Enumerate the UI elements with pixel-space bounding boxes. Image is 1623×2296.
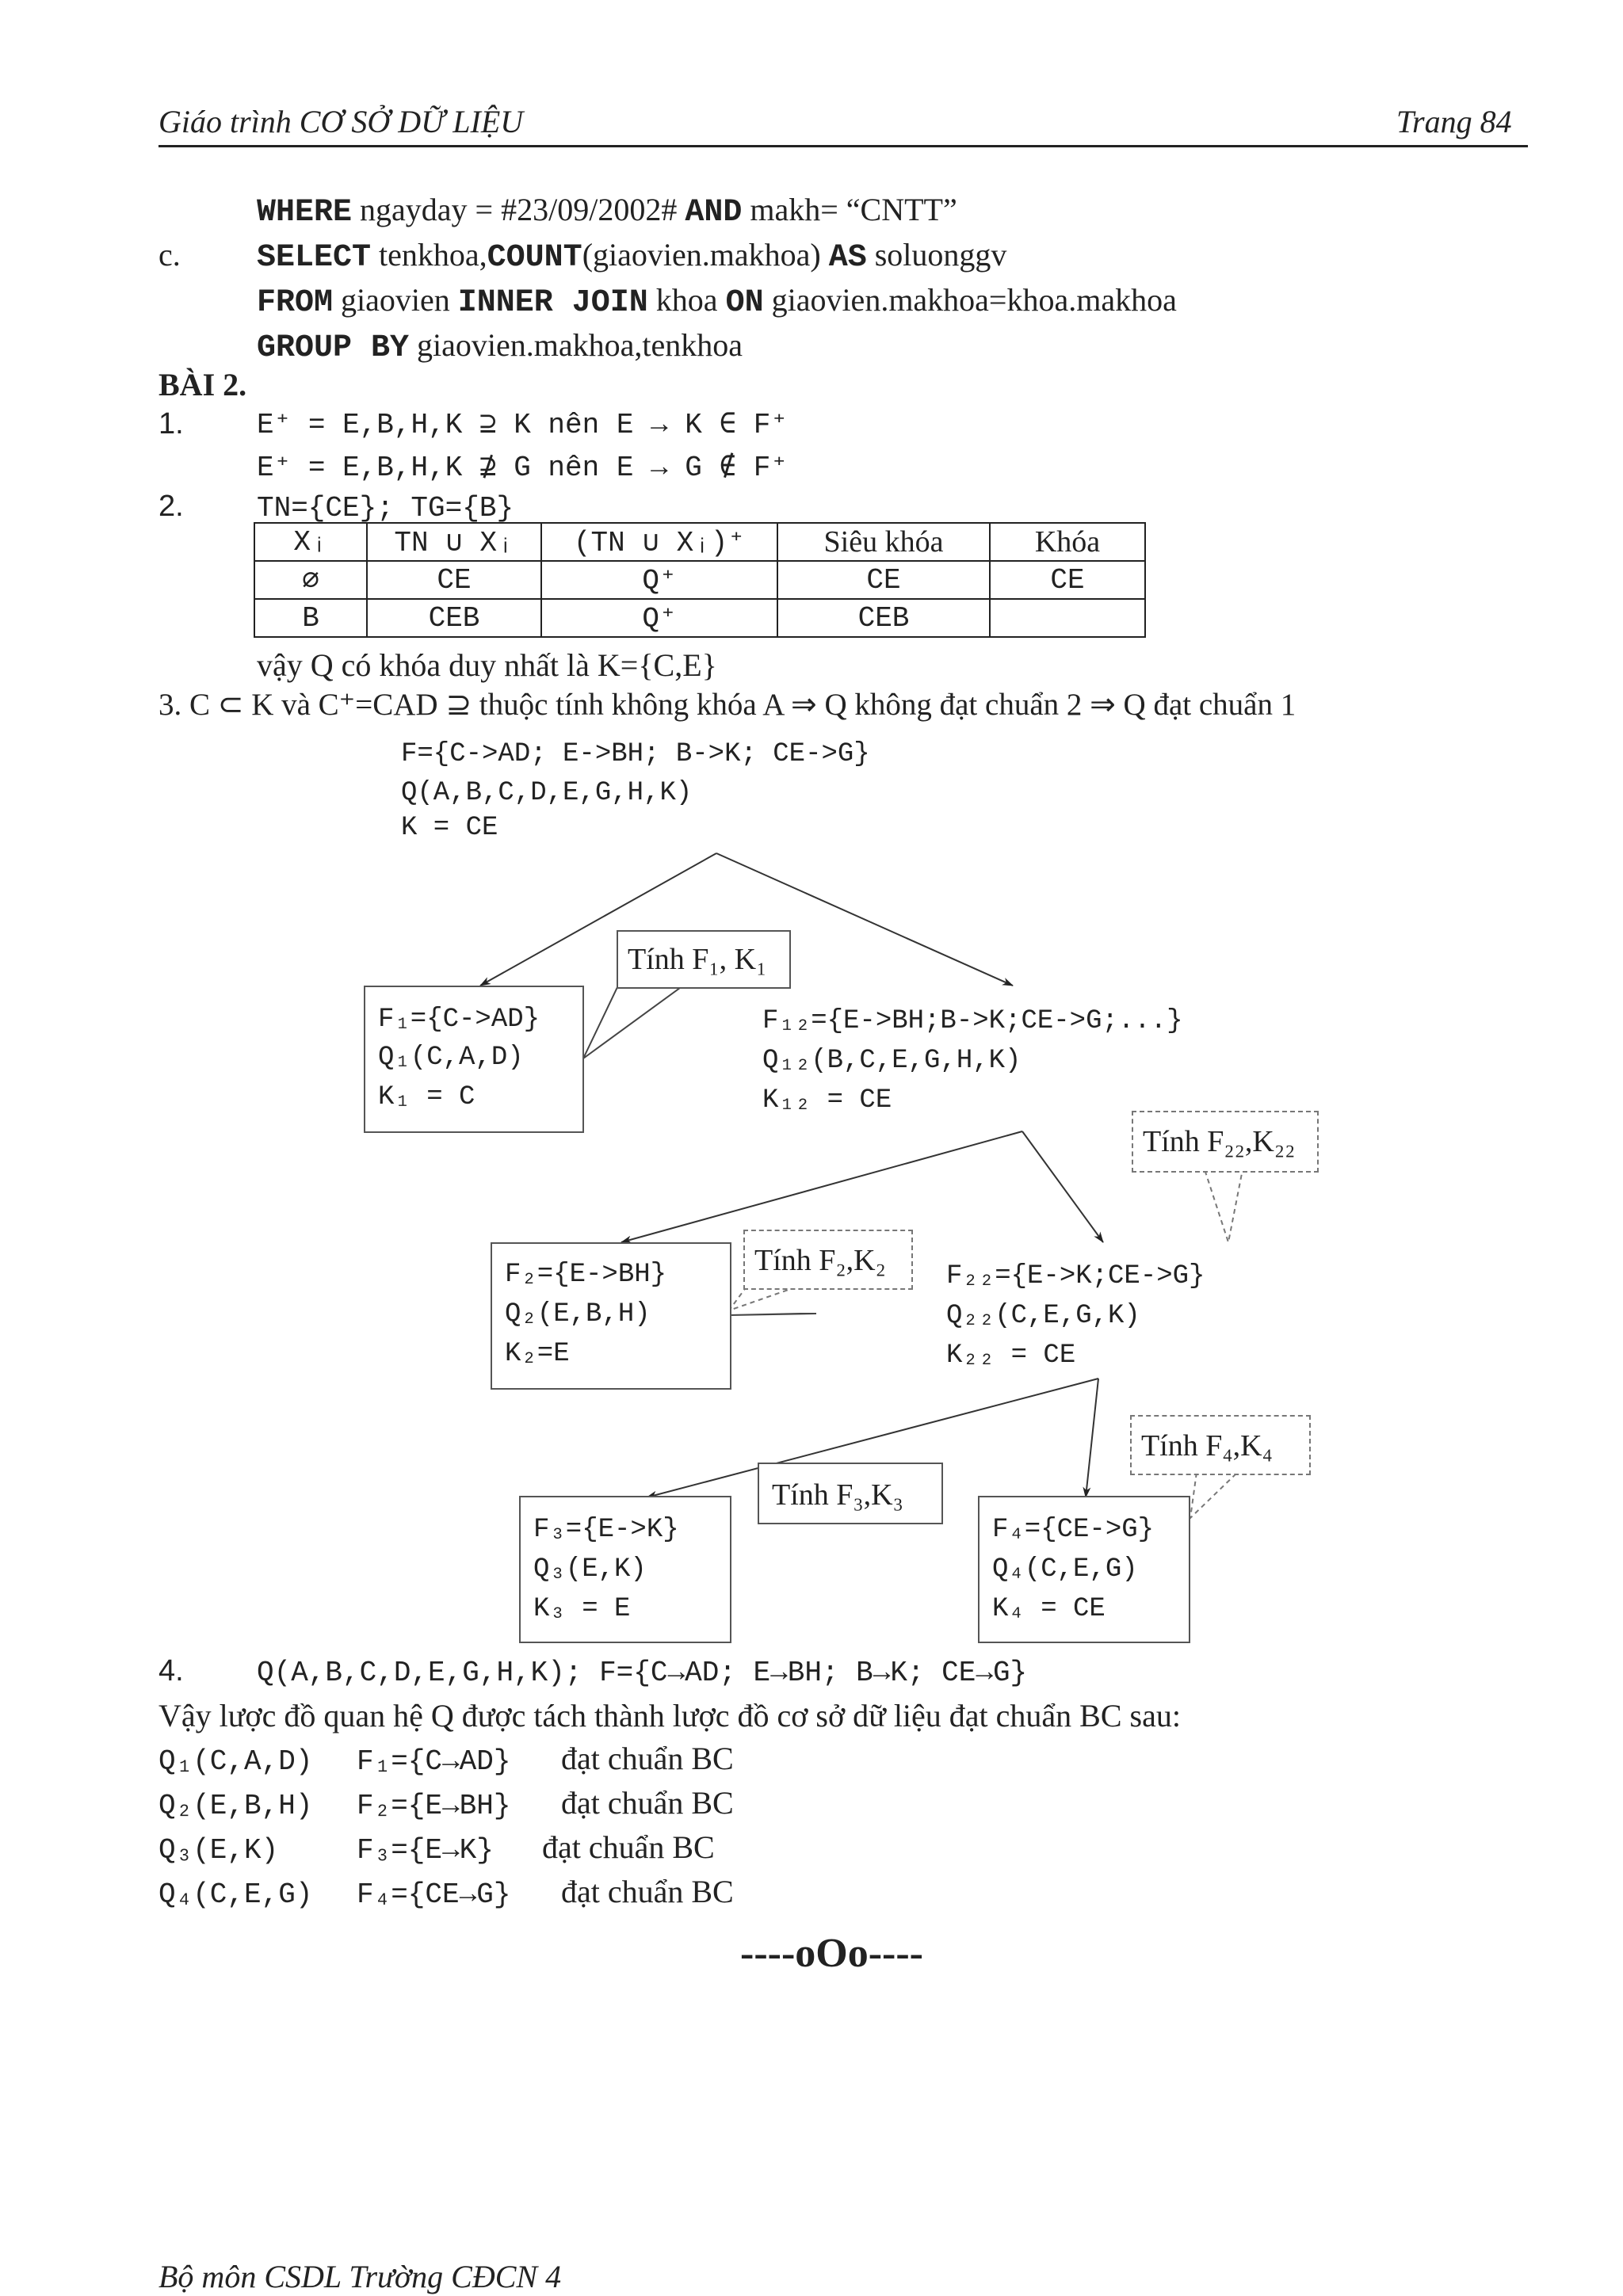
box2-k: K₂=E [505,1339,570,1369]
box2 [491,1242,731,1390]
box4 [978,1496,1190,1643]
result-q: Q₁(C,A,D) [158,1745,313,1778]
callout2-pointer [729,1287,797,1310]
result-f: F₄={CE→G} [357,1878,511,1911]
table-cell: CE [777,561,990,599]
table-cell: Q⁺ [541,599,777,637]
root-q: Q(A,B,C,D,E,G,H,K) [401,778,693,808]
table-header-cell: Xᵢ [254,523,367,561]
sql-keyword: INNER JOIN [457,285,648,321]
item-c-label: c. [158,237,181,273]
box1-k: K₁ = C [378,1082,475,1112]
node22-q: Q₂₂(C,E,G,K) [946,1301,1140,1331]
table-header-cell: Khóa [990,523,1145,561]
callout4-pointer [1190,1472,1238,1518]
sql-keyword: COUNT [487,240,582,276]
box3 [519,1496,731,1643]
result-note: đạt chuẩn BC [561,1874,734,1909]
point-1-line-2: E⁺ = E,B,H,K ⊉ G nên E → G ∉ F⁺ [257,452,788,484]
arrow-node12-to-node22 [1022,1131,1103,1242]
table-header-cell: TN ∪ Xᵢ [367,523,541,561]
node12-k: K₁₂ = CE [762,1085,892,1116]
point-3-line: 3. C ⊂ K và C⁺=CAD ⊇ thuộc tính không khóa A ⇒ Q không đạt chuẩn 2 ⇒ Q đạt chuẩn 1 [158,688,1296,722]
header-page-number: Trang 84 [1396,104,1512,139]
box4-q: Q₄(C,E,G) [992,1554,1138,1585]
section-title: BÀI 2. [158,367,247,402]
result-note: đạt chuẩn BC [561,1741,734,1776]
footer-text: Bộ môn CSDL Trường CĐCN 4 [158,2259,562,2294]
point-4-intro: Vậy lược đồ quan hệ Q được tách thành lược đồ cơ sở dữ liệu đạt chuẩn BC sau: [158,1698,1181,1733]
box1-q: Q₁(C,A,D) [378,1043,524,1073]
point-2-label: 2. [158,490,184,523]
table-cell: CE [367,561,541,599]
sql-text: khoa [647,282,726,318]
table-cell: B [254,599,367,637]
sql-keyword: AS [828,240,867,276]
point-2-conclusion: vậy Q có khóa duy nhất là K={C,E} [257,647,717,683]
box2-q: Q₂(E,B,H) [505,1299,651,1329]
result-q: Q₃(E,K) [158,1834,279,1867]
box1 [364,986,584,1133]
callout3-text: Tính F₃,K₃ [772,1478,903,1512]
box3-f: F₃={E->K} [533,1515,679,1545]
result-f: F₂={E→BH} [357,1790,511,1822]
result-f: F₁={C→AD} [357,1745,511,1778]
result-f: F₃={E→K} [357,1834,494,1867]
sql-text: tenkhoa, [371,237,487,273]
node12-f: F₁₂={E->BH;B->K;CE->G;...} [762,1006,1183,1036]
callout22-pointer [1205,1169,1243,1242]
callout3-box [758,1463,943,1524]
node22-f: F₂₂={E->K;CE->G} [946,1261,1205,1291]
table-cell: CEB [777,599,990,637]
table-cell: CEB [367,599,541,637]
callout1-text: Tính F₁, K₁ [628,943,767,976]
sql-text: makh= “CNTT” [742,192,957,227]
callout2-box [743,1230,913,1290]
table-cell: ∅ [254,561,367,599]
sql-text: giaovien.makhoa=khoa.makhoa [763,282,1177,318]
box3-q: Q₃(E,K) [533,1554,647,1585]
point-4-label: 4. [158,1654,184,1688]
sql-text: giaovien [333,282,458,318]
point-1-line-1: E⁺ = E,B,H,K ⊇ K nên E → K ∈ F⁺ [257,409,788,441]
box1-f: F₁={C->AD} [378,1005,540,1035]
box2-f: F₂={E->BH} [505,1260,667,1290]
node22-k: K₂₂ = CE [946,1341,1076,1371]
result-note: đạt chuẩn BC [561,1785,734,1821]
sql-keyword: AND [685,195,743,231]
sql-keyword: WHERE [257,195,353,231]
callout22-box [1132,1111,1319,1173]
root-f: F={C->AD; E->BH; B->K; CE->G} [401,739,870,769]
sql-keyword: SELECT [257,240,372,276]
section-title-text: BÀI 2 [158,367,239,402]
point-1-label: 1. [158,407,184,441]
arrow-node22-to-box4 [1086,1379,1098,1497]
box4-f: F₄={CE->G} [992,1515,1155,1545]
point-2-line: TN={CE}; TG={B} [257,492,514,524]
header-title: Giáo trình CƠ SỞ DỮ LIỆU [158,104,524,139]
result-q: Q₂(E,B,H) [158,1790,313,1822]
box3-k: K₃ = E [533,1594,631,1624]
sql-keyword: ON [725,285,764,321]
result-note: đạt chuẩn BC [542,1829,715,1865]
table-cell: CE [990,561,1145,599]
box4-k: K₄ = CE [992,1594,1106,1624]
arrow-node12-to-box2 [621,1131,1022,1242]
callout4-box [1130,1415,1311,1475]
callout4-text: Tính F₄,K₄ [1141,1429,1273,1463]
sql-keyword: GROUP BY [257,330,410,366]
table-header-cell: Siêu khóa [777,523,990,561]
node12-q: Q₁₂(B,C,E,G,H,K) [762,1046,1022,1076]
sql-text: soluonggv [866,237,1007,273]
sql-text: giaovien.makhoa,tenkhoa [409,327,743,363]
table-header-cell: (TN ∪ Xᵢ)⁺ [541,523,777,561]
sql-text: ngayday = #23/09/2002# [352,192,685,227]
callout1-pointer [583,986,683,1058]
table-cell: Q⁺ [541,561,777,599]
callout22-text: Tính F₂₂,K₂₂ [1143,1125,1296,1158]
callout2-text: Tính F₂,K₂ [754,1244,886,1277]
sql-keyword: FROM [257,285,334,321]
end-mark: ----oOo---- [740,1931,923,1976]
sql-text: (giaovien.makhoa) [582,237,829,273]
result-q: Q₄(C,E,G) [158,1878,313,1911]
callout3-pointer [729,1314,816,1315]
callout1-box [617,930,791,989]
root-k: K = CE [401,813,498,843]
point-4-line: Q(A,B,C,D,E,G,H,K); F={C→AD; E→BH; B→K; CE→G} [257,1657,1028,1689]
